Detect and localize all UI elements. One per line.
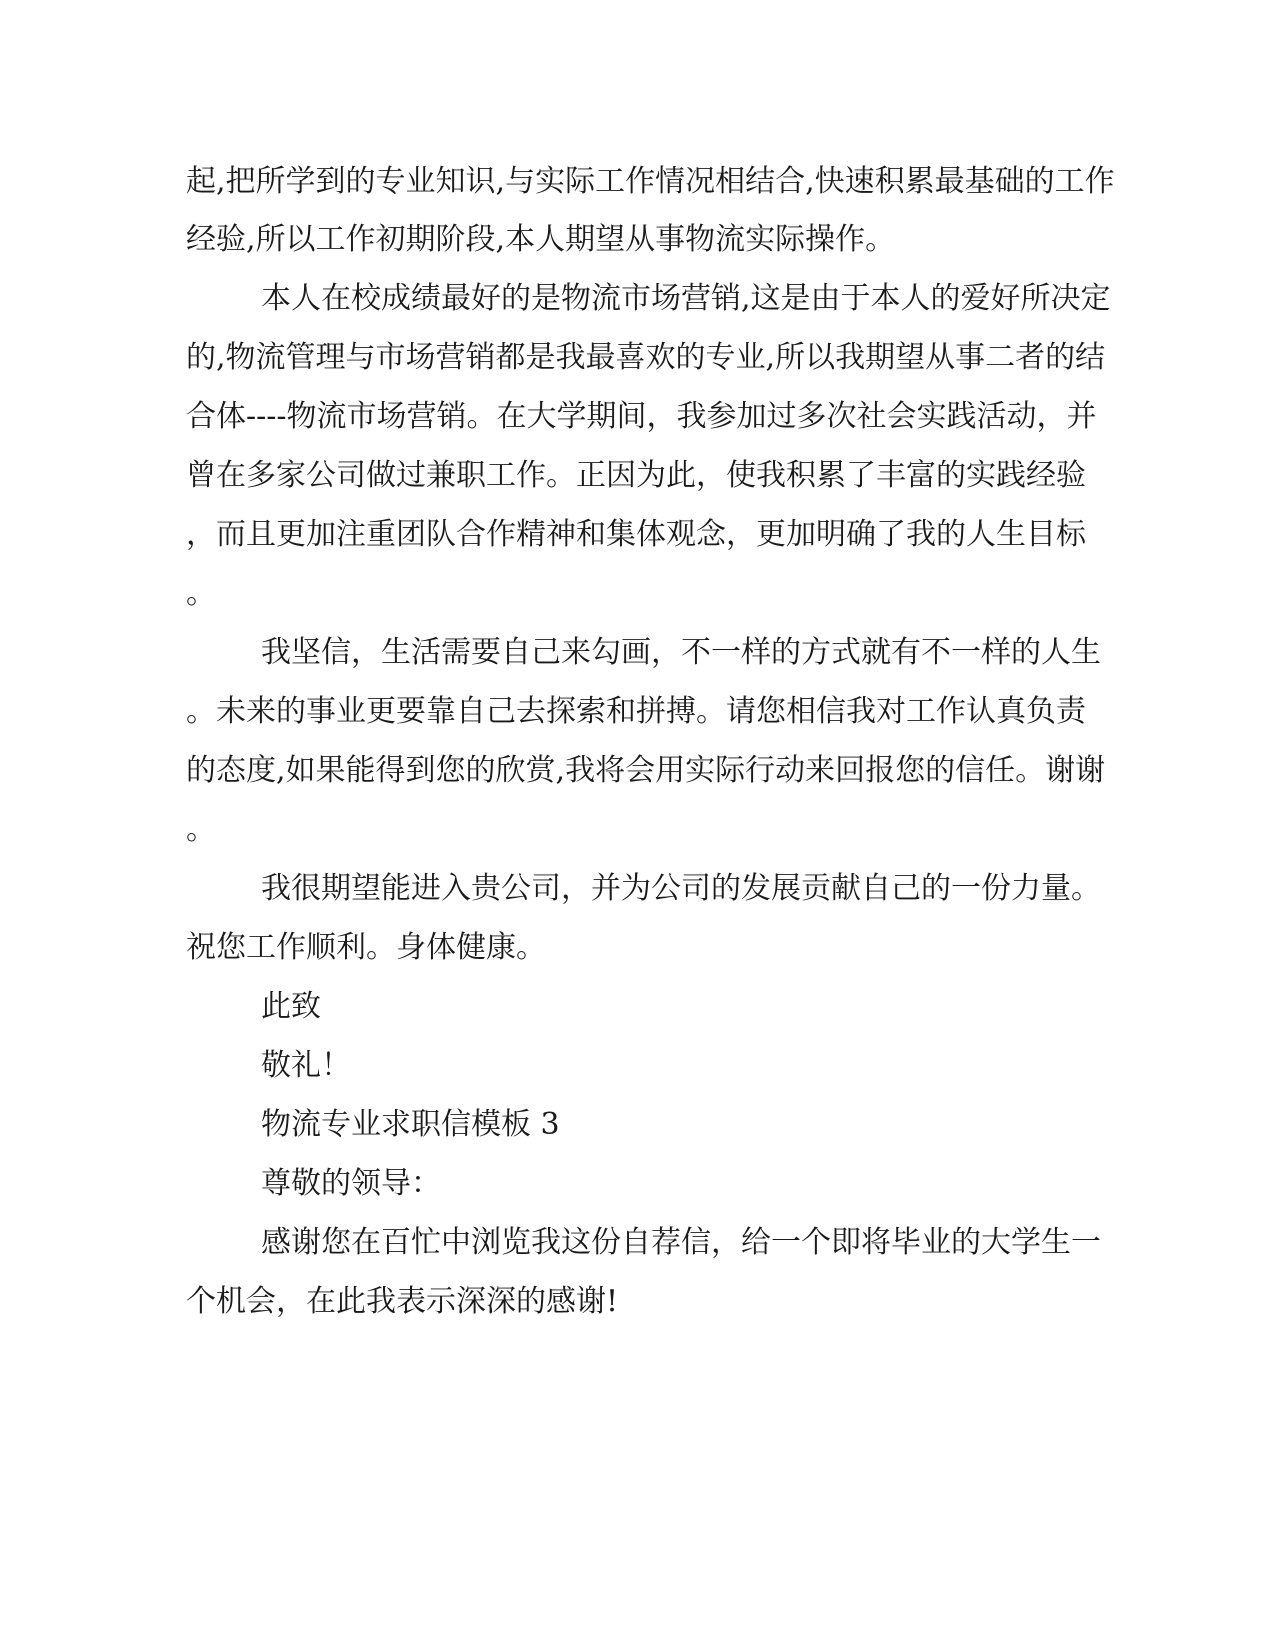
- text-line: 祝您工作顺利。身体健康。: [186, 930, 546, 965]
- closing-line: 此致: [261, 989, 321, 1024]
- text-line: 。: [186, 576, 216, 611]
- paragraph-start-line: 我很期望能进入贵公司，并为公司的发展贡献自己的一份力量。: [261, 871, 1101, 906]
- paragraph-start-line: 本人在校成绩最好的是物流市场营销,这是由于本人的爱好所决定: [261, 281, 1111, 316]
- greeting-line: 尊敬的领导：: [261, 1166, 441, 1201]
- text-line: ，而且更加注重团队合作精神和集体观念，更加明确了我的人生目标: [186, 517, 1086, 552]
- text-line: 的,物流管理与市场营销都是我最喜欢的专业,所以我期望从事二者的结: [186, 340, 1106, 375]
- text-line: 合体----物流市场营销。在大学期间，我参加过多次社会实践活动，并: [186, 399, 1097, 434]
- text-line: 经验,所以工作初期阶段,本人期望从事物流实际操作。: [186, 222, 896, 257]
- text-line: 起,把所学到的专业知识,与实际工作情况相结合,快速积累最基础的工作: [186, 164, 1115, 199]
- paragraph-start-line: 我坚信，生活需要自己来勾画，不一样的方式就有不一样的人生: [261, 635, 1101, 670]
- closing-salutation: 敬礼！: [261, 1048, 351, 1083]
- text-line: 的态度,如果能得到您的欣赏,我将会用实际行动来回报您的信任。谢谢: [186, 753, 1106, 788]
- text-line: 。未来的事业更要靠自己去探索和拼搏。请您相信我对工作认真负责: [186, 694, 1086, 729]
- text-line: 曾在多家公司做过兼职工作。正因为此，使我积累了丰富的实践经验: [186, 458, 1086, 493]
- text-line: 个机会，在此我表示深深的感谢!: [186, 1284, 619, 1319]
- section-heading: 物流专业求职信模板 3: [261, 1107, 560, 1142]
- text-line: 。: [186, 812, 216, 847]
- paragraph-start-line: 感谢您在百忙中浏览我这份自荐信，给一个即将毕业的大学生一: [261, 1225, 1101, 1260]
